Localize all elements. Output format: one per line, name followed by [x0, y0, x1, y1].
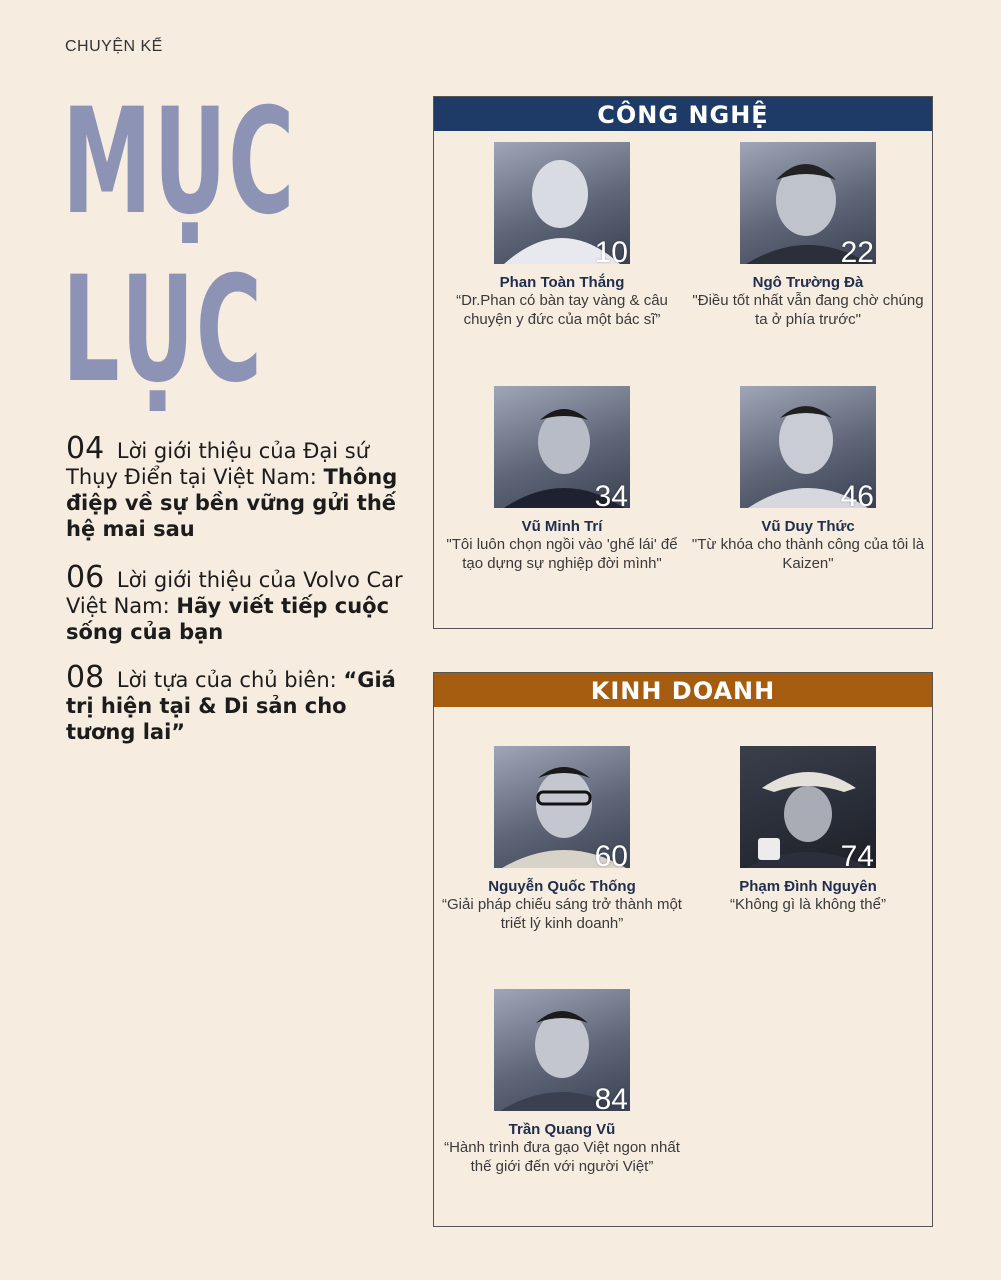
person-name: Nguyễn Quốc Thống: [488, 878, 636, 895]
toc-entry[interactable]: [66, 560, 406, 645]
article-page-number: 74: [840, 840, 874, 868]
person-name: Trần Quang Vũ: [508, 1121, 616, 1138]
section-kicker: CHUYỆN KỂ: [65, 38, 163, 55]
portrait-photo: [494, 989, 630, 1111]
toc-headline: “Giá trị hiện tại & Di sản cho tương lai”: [66, 668, 396, 744]
person-quote: "Tôi luôn chọn ngồi vào 'ghế lái' để tạo dựng sự nghiệp đời mình": [446, 536, 678, 572]
portrait-photo: [494, 142, 630, 264]
person-name: Phạm Đình Nguyên: [739, 878, 877, 895]
person-quote: “Hành trình đưa gạo Việt ngon nhất thế giới đến với người Việt”: [444, 1139, 680, 1175]
person-quote: “Giải pháp chiếu sáng trở thành một triết lý kinh doanh”: [442, 896, 682, 932]
profile-card[interactable]: [442, 746, 682, 933]
toc-headline: Thông điệp về sự bền vững gửi thế hệ mai sau: [66, 465, 398, 541]
person-quote: “Dr.Phan có bàn tay vàng & câu chuyện y đức của một bác sĩ”: [456, 292, 668, 328]
portrait-photo: [494, 746, 630, 868]
section-technology: [433, 96, 933, 629]
person-name: Vũ Duy Thức: [761, 518, 855, 535]
person-name: Vũ Minh Trí: [521, 518, 603, 535]
person-name: Ngô Trường Đà: [752, 274, 864, 291]
article-page-number: 84: [594, 1083, 628, 1111]
profile-card[interactable]: [688, 746, 928, 914]
page-title-line-2: LỤC: [62, 245, 264, 415]
profile-card[interactable]: [442, 989, 682, 1176]
toc-lead-text: Lời giới thiệu của Volvo Car Việt Nam:: [66, 568, 403, 618]
portrait-photo: [740, 386, 876, 508]
portrait-photo: [740, 142, 876, 264]
article-page-number: 22: [840, 236, 874, 264]
person-quote: "Từ khóa cho thành công của tôi là Kaizen": [691, 536, 925, 572]
page-title-line-1: MỤC: [62, 77, 296, 247]
portrait-photo: [494, 386, 630, 508]
profile-card[interactable]: [688, 386, 928, 573]
page-title: [62, 78, 296, 414]
toc-page-number: 04: [66, 431, 105, 466]
toc-lead-text: Lời giới thiệu của Đại sứ Thụy Điển tại Việt Nam:: [66, 439, 370, 489]
profile-card[interactable]: [688, 142, 928, 329]
person-name: Phan Toàn Thắng: [499, 274, 625, 291]
toc-page-number: 06: [66, 560, 105, 595]
person-quote: “Không gì là không thể”: [730, 896, 886, 913]
article-page-number: 60: [594, 840, 628, 868]
portrait-photo: [740, 746, 876, 868]
article-page-number: 46: [840, 480, 874, 508]
toc-lead-text: Lời tựa của chủ biên:: [116, 668, 337, 692]
toc-entry[interactable]: [66, 660, 406, 745]
person-quote: "Điều tốt nhất vẫn đang chờ chúng ta ở phía trước": [692, 292, 924, 328]
article-page-number: 10: [594, 236, 628, 264]
toc-entry[interactable]: [66, 431, 406, 542]
section-header-business: KINH DOANH: [434, 673, 932, 707]
section-header-technology: CÔNG NGHỆ: [434, 97, 932, 131]
article-page-number: 34: [594, 480, 628, 508]
toc-page-number: 08: [66, 660, 105, 695]
profile-card[interactable]: [442, 142, 682, 329]
section-business: [433, 672, 933, 1227]
profile-card[interactable]: [442, 386, 682, 573]
toc-headline: Hãy viết tiếp cuộc sống của bạn: [66, 594, 390, 644]
